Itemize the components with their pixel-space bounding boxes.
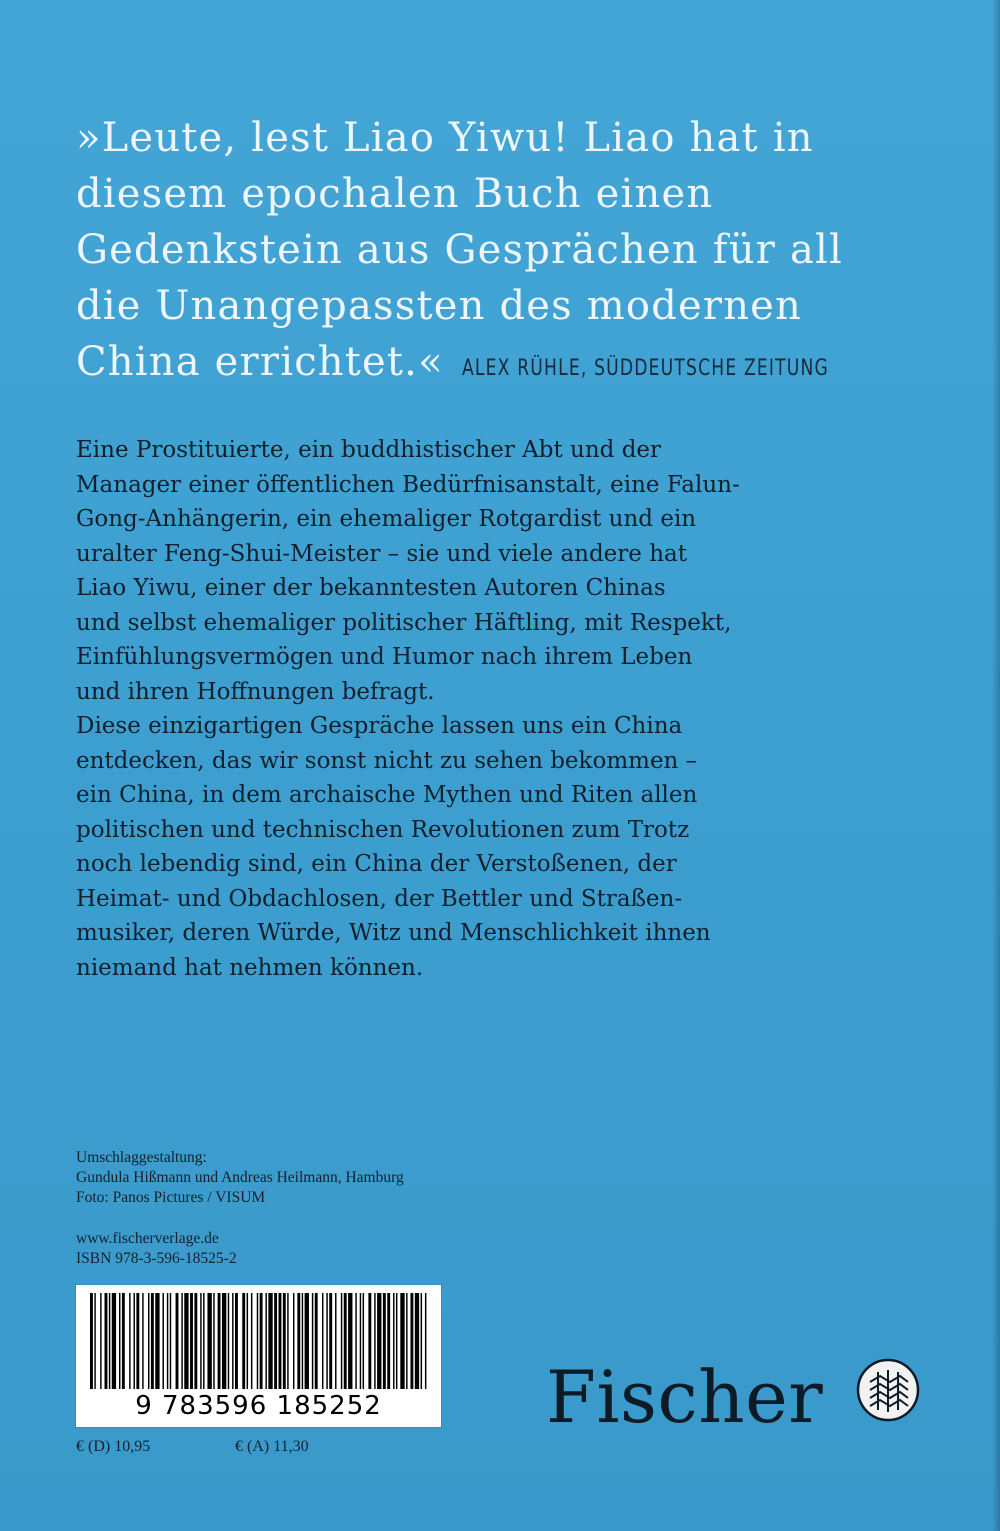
barcode-bar bbox=[360, 1293, 361, 1389]
barcode-bar bbox=[374, 1293, 375, 1389]
barcode-bar bbox=[129, 1293, 130, 1389]
publisher-logo-text: Fischer bbox=[546, 1355, 824, 1439]
barcode-bar bbox=[410, 1293, 413, 1389]
barcode-bar bbox=[232, 1293, 233, 1389]
barcode-bar bbox=[279, 1293, 282, 1389]
blurb-line: Liao Yiwu, einer der bekanntesten Autoren Chinas bbox=[76, 575, 666, 601]
barcode-bar bbox=[368, 1293, 371, 1389]
blurb-line: politischen und technischen Revolutionen zum Trotz bbox=[76, 816, 690, 843]
blurb-line: Diese einzigartigen Gespräche lassen uns ein China bbox=[76, 713, 683, 739]
isbn-barcode bbox=[76, 1285, 441, 1427]
credits-line: Foto: Panos Pictures / VISUM bbox=[76, 1189, 266, 1206]
barcode-bar bbox=[176, 1293, 179, 1389]
barcode-bar bbox=[341, 1293, 342, 1389]
barcode-bar bbox=[335, 1293, 336, 1389]
barcode-bar bbox=[260, 1293, 263, 1389]
barcode-bar bbox=[406, 1293, 407, 1389]
quote-line: Gedenkstein aus Gesprächen für all bbox=[76, 227, 843, 273]
barcode-bar bbox=[348, 1293, 352, 1389]
barcode-bar bbox=[355, 1293, 356, 1389]
barcode-bar bbox=[274, 1293, 277, 1389]
quote-line: China errichtet.« bbox=[76, 339, 444, 385]
barcode-bar bbox=[94, 1293, 95, 1389]
blurb-line: ein China, in dem archaische Mythen und Riten allen bbox=[76, 782, 698, 808]
barcode-bar bbox=[151, 1293, 154, 1389]
barcode-bar bbox=[326, 1293, 327, 1389]
barcode-bar bbox=[203, 1293, 204, 1389]
barcode-bar bbox=[122, 1293, 125, 1389]
press-quote bbox=[76, 110, 956, 397]
blurb-line: Eine Prostituierte, ein buddhistischer Abt und der bbox=[76, 437, 662, 463]
blurb-line: Heimat- und Obdachlosen, der Bettler und Straßen- bbox=[76, 885, 683, 912]
barcode-bar bbox=[167, 1293, 168, 1389]
fischer-fish-seal-icon bbox=[856, 1358, 920, 1422]
barcode-bar bbox=[315, 1293, 318, 1389]
barcode-bar bbox=[218, 1293, 221, 1389]
barcode-bar bbox=[228, 1293, 229, 1389]
blurb-line: entdecken, das wir sonst nicht zu sehen bekommen – bbox=[76, 747, 698, 774]
publisher-info bbox=[76, 1229, 237, 1269]
barcode-bar bbox=[251, 1293, 252, 1389]
price-germany: € (D) 10,95 bbox=[76, 1438, 151, 1455]
barcode-bar bbox=[90, 1293, 93, 1389]
barcode-bar bbox=[100, 1293, 101, 1389]
barcode-bar bbox=[257, 1293, 258, 1389]
blurb-line: musiker, deren Würde, Witz und Menschlichkeit ihnen bbox=[76, 920, 711, 946]
blurb-line: und ihren Hoffnungen befragt. bbox=[76, 678, 435, 705]
barcode-bar bbox=[415, 1293, 419, 1389]
cover-credits bbox=[76, 1148, 404, 1208]
barcode-bar bbox=[170, 1293, 171, 1389]
barcode-bar bbox=[148, 1293, 149, 1389]
barcode-bar bbox=[190, 1293, 193, 1389]
barcode-bar bbox=[421, 1293, 422, 1389]
barcode-bar bbox=[265, 1293, 266, 1389]
barcode-bar bbox=[134, 1293, 135, 1389]
blurb-line: noch lebendig sind, ein China der Verstoßenen, der bbox=[76, 851, 677, 877]
barcode-bar bbox=[142, 1293, 143, 1389]
blurb-line: uralter Feng-Shui-Meister – sie und viele andere hat bbox=[76, 540, 687, 567]
blurb-text bbox=[76, 433, 876, 985]
barcode-bar bbox=[363, 1293, 364, 1389]
barcode-bar bbox=[387, 1293, 390, 1389]
barcode-bar bbox=[287, 1293, 288, 1389]
barcode-bar bbox=[112, 1293, 116, 1389]
barcode-bar bbox=[297, 1293, 300, 1389]
credits-line: Gundula Hißmann und Andreas Heilmann, Hamburg bbox=[76, 1169, 404, 1186]
barcode-bar bbox=[213, 1293, 214, 1389]
barcode-bar bbox=[181, 1293, 182, 1389]
barcode-bar bbox=[109, 1293, 110, 1389]
barcode-bar bbox=[377, 1293, 381, 1389]
barcode-bar bbox=[136, 1293, 139, 1389]
barcode-bar bbox=[322, 1293, 323, 1389]
blurb-line: Einfühlungsvermögen und Humor nach ihrem Leben bbox=[76, 644, 693, 670]
barcode-bar bbox=[344, 1293, 347, 1389]
barcode-bar bbox=[293, 1293, 294, 1389]
quote-line: diesem epochalen Buch einen bbox=[76, 171, 714, 217]
isbn-text: ISBN 978-3-596-18525-2 bbox=[76, 1250, 237, 1267]
barcode-bar bbox=[425, 1293, 426, 1389]
quote-attribution: ALEX RÜHLE, SÜDDEUTSCHE ZEITUNG bbox=[461, 356, 829, 381]
barcode-bar bbox=[184, 1293, 188, 1389]
barcode-bar bbox=[305, 1293, 309, 1389]
barcode-bar bbox=[283, 1293, 286, 1389]
barcode-bar bbox=[242, 1293, 245, 1389]
barcode-bar bbox=[200, 1293, 201, 1389]
barcode-bar bbox=[235, 1293, 238, 1389]
barcode-bar bbox=[207, 1293, 211, 1389]
barcode-bar bbox=[312, 1293, 313, 1389]
barcode-bar bbox=[163, 1293, 164, 1389]
barcode-bar bbox=[302, 1293, 303, 1389]
quote-line: »Leute, lest Liao Yiwu! Liao hat in bbox=[76, 115, 814, 161]
blurb-line: Gong-Anhängerin, ein ehemaliger Rotgardist und ein bbox=[76, 506, 697, 532]
blurb-line: niemand hat nehmen können. bbox=[76, 954, 424, 981]
barcode-bar bbox=[222, 1293, 226, 1389]
barcode-bar bbox=[119, 1293, 120, 1389]
barcode-bar bbox=[393, 1293, 394, 1389]
credits-line: Umschlaggestaltung: bbox=[76, 1149, 207, 1166]
quote-line-last bbox=[76, 334, 956, 397]
barcode-bar bbox=[268, 1293, 272, 1389]
barcode-bar bbox=[400, 1293, 404, 1389]
cover-edge-shadow bbox=[992, 0, 1000, 1531]
barcode-bar bbox=[247, 1293, 248, 1389]
barcode-bar bbox=[194, 1293, 197, 1389]
blurb-line: und selbst ehemaliger politischer Häftling, mit Respekt, bbox=[76, 609, 732, 636]
barcode-bar bbox=[396, 1293, 397, 1389]
barcode-bar bbox=[155, 1293, 159, 1389]
blurb-line: Manager einer öffentlichen Bedürfnisanstalt, eine Falun- bbox=[76, 471, 740, 498]
barcode-digits: 9 783596 185252 bbox=[135, 1391, 382, 1421]
price-austria: € (A) 11,30 bbox=[235, 1438, 309, 1455]
publisher-url: www.fischerverlage.de bbox=[76, 1230, 219, 1247]
barcode-bar bbox=[329, 1293, 332, 1389]
barcode-bar bbox=[105, 1293, 108, 1389]
barcode-bar bbox=[383, 1293, 386, 1389]
quote-line: die Unangepassten des modernen bbox=[76, 283, 802, 329]
